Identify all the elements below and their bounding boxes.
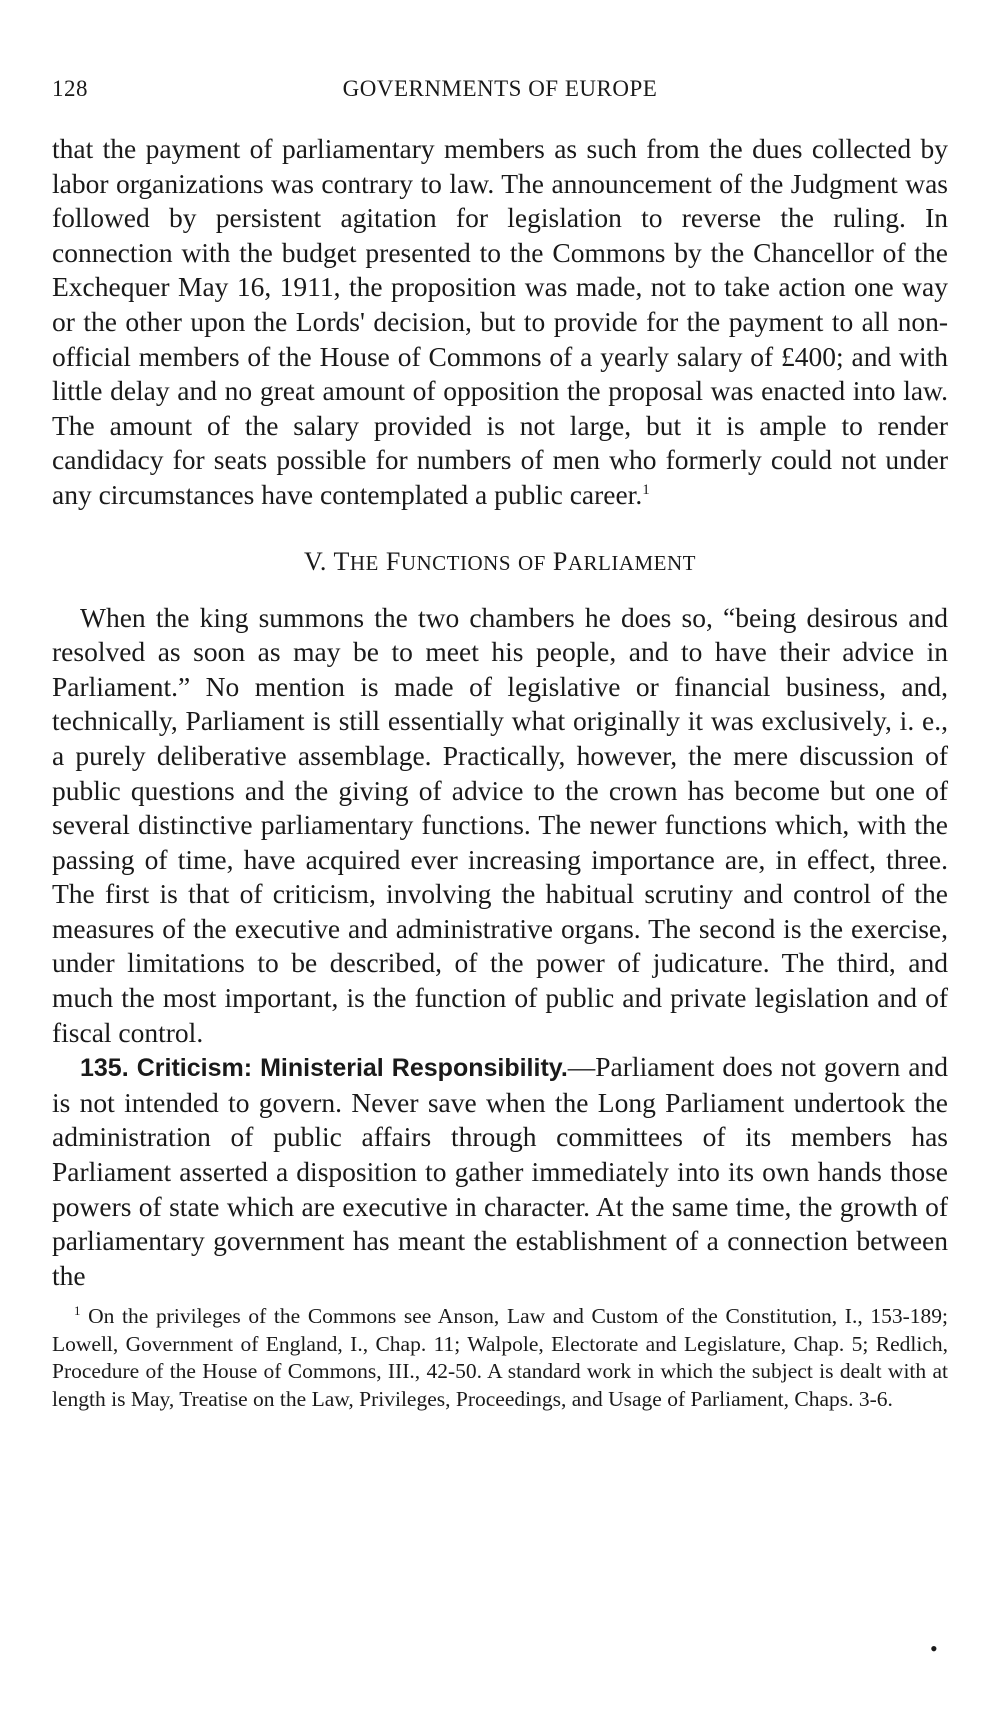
paragraph-criticism (52, 1050, 948, 1293)
section-title (52, 547, 948, 577)
paragraph-text: —Parliament does not govern and is not intended to govern. Never save when the Long Parliament undertook the administration of public affairs through committees of its members has Parliament asserted a disposition to gather immediately into its own hands those powers of state which are executive in character. At the same time, the growth of parliamentary government has meant the establishment of a connection between the (52, 1051, 948, 1291)
book-page (52, 76, 948, 1413)
footnote-text: On the privileges of the Commons see Anson, Law and Custom of the Constitution, I., 153-189; Lowell, Government of England, I., Chap. 11; Walpole, Electorate and Legislature, Chap. 5; Redlich, Procedure of the House of Commons, III., 42-50. A standard work in which the subject is dealt with at length is May, Treatise on the Law, Privileges, Proceedings, and Usage of Parliament, Chaps. 3-6. (52, 1304, 948, 1411)
section-word-of: OF (518, 550, 546, 575)
footnote (52, 1303, 948, 1413)
section-word-parliament: PARLIAMENT (552, 546, 696, 576)
running-head: GOVERNMENTS OF EUROPE (342, 76, 658, 101)
paragraph-text: that the payment of parliamentary members as such from the dues collected by labor organizations was contrary to law. The announcement of the Judgment was followed by persistent agitation for legislation to reverse the ruling. In connection with the budget presented to the Commons by the Chancellor of the Exchequer May 16, 1911, the proposition was made, not to take action one way or the other upon the Lords' decision, but to provide for the payment to all non-official members of the House of Commons of a yearly salary of £400; and with little delay and no great amount of opposition the proposal was enacted into law. The amount of the salary provided is not large, but it is ample to render candidacy for seats possible for numbers of men who formerly could not under any circumstances have contemplated a public career. (52, 133, 948, 510)
printer-mark: • (930, 1636, 938, 1661)
page-number: 128 (52, 76, 88, 101)
paragraph-sidehead: 135. Criticism: Ministerial Responsibility. (80, 1054, 568, 1083)
footnote-marker: 1 (74, 1303, 81, 1319)
footnote-reference: 1 (642, 481, 650, 498)
paragraph-continued (52, 132, 948, 513)
section-word-functions: FUNCTIONS (385, 546, 511, 576)
section-word-the: THE (333, 546, 379, 576)
page-header (52, 76, 948, 112)
section-numeral: V. (304, 546, 327, 576)
paragraph-functions: When the king summons the two chambers he does so, “being desirous and resolved as soon as may be to meet his people, and to have their advice in Parliament.” No mention is made of legislative or financial business, and, technically, Parliament is still essentially what originally it was exclusively, i. e., a purely deliberative assemblage. Practically, however, the mere discussion of public questions and the giving of advice to the crown has become but one of several distinctive parliamentary functions. The newer functions which, with the passing of time, have acquired ever increasing importance are, in effect, three. The first is that of criticism, involving the habitual scrutiny and control of the measures of the executive and administrative organs. The second is the exercise, under limitations to be described, of the power of judicature. The third, and much the most important, is the function of public and private legislation and of fiscal control. (52, 601, 948, 1048)
